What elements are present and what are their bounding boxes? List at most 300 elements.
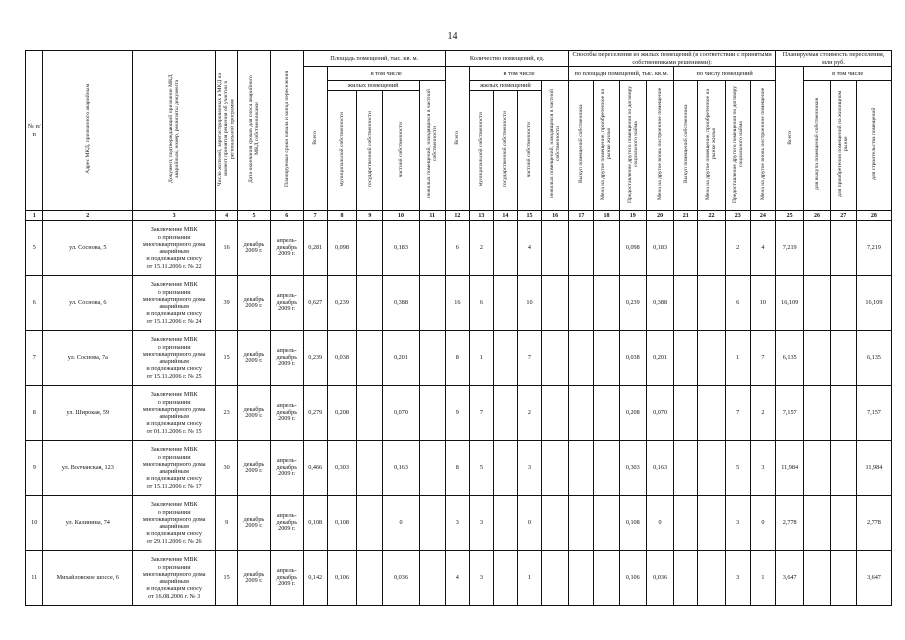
row-cell: 7,219 <box>775 221 803 276</box>
sub-head-count-incl: в том числе <box>469 67 568 81</box>
row-cell <box>804 221 830 276</box>
table-row <box>26 331 892 386</box>
row-cell <box>569 441 594 496</box>
col-head-area-nonliving: нежилых помещений, находящихся в частной собственности <box>419 81 445 211</box>
row-cell <box>674 551 698 606</box>
col-head-no: № п/п <box>26 51 43 211</box>
row-residents: 30 <box>216 441 238 496</box>
row-cell <box>569 276 594 331</box>
row-cell <box>698 551 725 606</box>
column-number: 17 <box>569 211 594 221</box>
row-cell <box>569 331 594 386</box>
document-line: и подлежащим сносу <box>146 420 203 428</box>
document-line: от 15.11.2006 г. № 22 <box>146 262 202 270</box>
document-line: о признании <box>157 563 191 571</box>
row-cell: 5 <box>469 441 493 496</box>
row-cell <box>804 441 830 496</box>
row-planned: апрель-декабрь 2009 г. <box>270 276 303 331</box>
row-cell: 0,388 <box>383 276 419 331</box>
row-number: 11 <box>26 551 43 606</box>
row-cell: 0,163 <box>646 441 673 496</box>
row-cell <box>698 441 725 496</box>
document-line: Заключение МВК <box>150 281 198 289</box>
col-head-cost-purchase: для приобретения помещений на жилищном рынке <box>830 81 856 211</box>
table-row <box>26 551 892 606</box>
column-number: 26 <box>804 211 830 221</box>
row-cell <box>357 276 383 331</box>
col-head-count-private: частной собственности <box>517 91 541 211</box>
document-line: Заключение МВК <box>150 391 198 399</box>
document-line: от 29.11.2006 г. № 26 <box>146 537 202 545</box>
row-planned: апрель-декабрь 2009 г. <box>270 551 303 606</box>
row-address: ул. Соснова, 6 <box>43 276 133 331</box>
row-cell: 2 <box>725 221 750 276</box>
row-document <box>133 276 216 331</box>
column-number: 6 <box>270 211 303 221</box>
col-head-area-municipal: муниципальной собственности <box>327 91 357 211</box>
column-number: 8 <box>327 211 357 221</box>
row-document <box>133 496 216 551</box>
row-cell: 7,157 <box>775 386 803 441</box>
col-head-area-social: Предоставление другого помещения по договору социального найма <box>619 81 646 211</box>
col-head-count-exch-built: Мена на другое вновь построенное помещение <box>750 81 775 211</box>
row-cell: 6,135 <box>775 331 803 386</box>
document-line: многоквартирного дома <box>142 460 206 468</box>
document-line: Заключение МВК <box>150 226 198 234</box>
row-planned: апрель-декабрь 2009 г. <box>270 221 303 276</box>
row-cell <box>541 331 568 386</box>
row-cell: 8 <box>445 331 469 386</box>
row-cell: 3 <box>725 551 750 606</box>
row-cell: 9 <box>445 386 469 441</box>
row-cell <box>569 551 594 606</box>
row-cell: 8 <box>445 441 469 496</box>
col-head-planned: Планируемые сроки начала и конца переселения <box>270 51 303 211</box>
row-cell: 1 <box>517 551 541 606</box>
row-cell: 2,778 <box>856 496 891 551</box>
document-line: многоквартирного дома <box>142 405 206 413</box>
col-head-area-state: государственной собственности <box>357 91 383 211</box>
col-head-count-buyout: Выкуп помещений собственника <box>674 81 698 211</box>
row-residents: 15 <box>216 331 238 386</box>
row-cell: 1 <box>750 551 775 606</box>
row-cell: 2,778 <box>775 496 803 551</box>
col-head-count-nonliving: нежилых помещений, находящихся в частной собственности <box>541 81 568 211</box>
column-number: 1 <box>26 211 43 221</box>
row-residents: 39 <box>216 276 238 331</box>
row-cell: 16,109 <box>856 276 891 331</box>
column-number: 5 <box>238 211 271 221</box>
sub-head-by-count: по числу помещений <box>674 67 776 81</box>
row-cell: 0,038 <box>619 331 646 386</box>
row-cell: 0,279 <box>303 386 327 441</box>
row-cell: 0 <box>750 496 775 551</box>
row-deadline: декабрь 2009 г. <box>238 276 271 331</box>
row-planned: апрель-декабрь 2009 г. <box>270 441 303 496</box>
resettlement-table <box>25 50 892 606</box>
row-deadline: декабрь 2009 г. <box>238 441 271 496</box>
row-cell: 0,201 <box>383 331 419 386</box>
row-cell <box>674 496 698 551</box>
document-line: многоквартирного дома <box>142 570 206 578</box>
group-head-count: Количество помещений, ед. <box>445 51 569 67</box>
row-cell <box>493 386 517 441</box>
row-document <box>133 551 216 606</box>
document-line: о признании <box>157 508 191 516</box>
row-cell <box>419 496 445 551</box>
row-cell <box>830 221 856 276</box>
row-cell <box>674 221 698 276</box>
row-cell <box>493 331 517 386</box>
row-planned: апрель-декабрь 2009 г. <box>270 496 303 551</box>
col-head-count-social: Предоставление другого помещения по договору социального найма <box>725 81 750 211</box>
document-line: о признании <box>157 398 191 406</box>
row-document <box>133 331 216 386</box>
group-head-cost: Планируемая стоимость переселения, млн руб. <box>775 51 891 67</box>
row-address: Михайловское шоссе, 6 <box>43 551 133 606</box>
row-residents: 23 <box>216 386 238 441</box>
row-cell <box>804 386 830 441</box>
table-row <box>26 441 892 496</box>
row-number: 9 <box>26 441 43 496</box>
col-head-cost-total: Всего <box>775 67 803 211</box>
col-head-cost-buyout: для выкупа помещений собственников <box>804 81 830 211</box>
row-cell: 16,109 <box>775 276 803 331</box>
row-cell <box>541 551 568 606</box>
row-cell <box>698 331 725 386</box>
row-cell <box>493 441 517 496</box>
row-cell <box>594 331 619 386</box>
column-number: 23 <box>725 211 750 221</box>
row-planned: апрель-декабрь 2009 г. <box>270 331 303 386</box>
document-line: Заключение МВК <box>150 501 198 509</box>
row-cell <box>357 331 383 386</box>
document-line: от 15.11.2006 г. № 17 <box>146 482 202 490</box>
row-cell <box>541 496 568 551</box>
col-head-document: Документ, подтверждающий признание МКД аварийным, номер, реквизиты документа <box>133 51 216 211</box>
col-head-residents: Число жителей, зарегистрированных в МКД на момент принятия решения об участии в региональной программе <box>216 51 238 211</box>
col-head-area-total: Всего <box>303 67 327 211</box>
document-line: от 16.08.2006 г. № 3 <box>148 592 201 600</box>
row-residents: 9 <box>216 496 238 551</box>
row-cell <box>357 441 383 496</box>
row-deadline: декабрь 2009 г. <box>238 331 271 386</box>
row-cell: 0,098 <box>619 221 646 276</box>
row-cell: 3 <box>517 441 541 496</box>
row-cell: 0,038 <box>327 331 357 386</box>
column-number: 11 <box>419 211 445 221</box>
row-cell: 6 <box>445 221 469 276</box>
document-line: и подлежащим сносу <box>146 530 203 538</box>
row-cell <box>594 441 619 496</box>
row-number: 10 <box>26 496 43 551</box>
row-cell <box>804 331 830 386</box>
row-cell: 0,070 <box>383 386 419 441</box>
row-cell: 0,098 <box>327 221 357 276</box>
document-line: аварийным <box>159 468 189 476</box>
document-line: от 15.11.2006 г. № 24 <box>146 317 202 325</box>
row-cell: 0,036 <box>383 551 419 606</box>
row-cell <box>674 441 698 496</box>
document-line: и подлежащим сносу <box>146 255 203 263</box>
row-cell: 4 <box>750 221 775 276</box>
row-cell <box>674 276 698 331</box>
row-cell <box>698 496 725 551</box>
document-line: аварийным <box>159 413 189 421</box>
column-number: 9 <box>357 211 383 221</box>
row-cell: 2 <box>517 386 541 441</box>
row-cell: 3 <box>469 496 493 551</box>
col-head-area-private: частной собственности <box>383 91 419 211</box>
row-cell <box>419 221 445 276</box>
document-line: многоквартирного дома <box>142 515 206 523</box>
row-cell: 7 <box>750 331 775 386</box>
document-line: аварийным <box>159 358 189 366</box>
document-line: и подлежащим сносу <box>146 585 203 593</box>
row-cell <box>830 441 856 496</box>
sub-head-area-living: жилых помещений <box>327 81 419 91</box>
row-cell <box>594 276 619 331</box>
row-cell <box>541 221 568 276</box>
row-cell: 0,036 <box>646 551 673 606</box>
row-address: ул. Волчанская, 123 <box>43 441 133 496</box>
row-document <box>133 386 216 441</box>
row-cell: 1 <box>725 331 750 386</box>
document-line: о признании <box>157 288 191 296</box>
row-cell: 0,163 <box>383 441 419 496</box>
row-cell: 0,466 <box>303 441 327 496</box>
document-line: Заключение МВК <box>150 446 198 454</box>
row-cell: 0,208 <box>327 386 357 441</box>
row-cell: 5 <box>725 441 750 496</box>
group-head-methods: Способы переселения из жилых помещений (в соответствии с принятыми собственниками решениями): <box>569 51 776 67</box>
row-cell: 2 <box>750 386 775 441</box>
row-cell <box>830 276 856 331</box>
column-number: 10 <box>383 211 419 221</box>
row-residents: 15 <box>216 551 238 606</box>
row-cell <box>541 276 568 331</box>
document-line: многоквартирного дома <box>142 350 206 358</box>
column-number: 20 <box>646 211 673 221</box>
row-cell <box>493 496 517 551</box>
row-cell: 6,135 <box>856 331 891 386</box>
row-cell: 0,388 <box>646 276 673 331</box>
row-cell <box>419 331 445 386</box>
row-cell: 3 <box>725 496 750 551</box>
group-head-area: Площадь помещений, тыс. кв. м. <box>303 51 445 67</box>
row-document <box>133 441 216 496</box>
row-cell <box>830 331 856 386</box>
document-line: о признании <box>157 233 191 241</box>
row-cell: 0,239 <box>619 276 646 331</box>
row-cell: 0,106 <box>327 551 357 606</box>
column-number: 22 <box>698 211 725 221</box>
row-cell <box>804 551 830 606</box>
row-cell <box>419 276 445 331</box>
row-cell: 0,303 <box>327 441 357 496</box>
row-cell <box>541 386 568 441</box>
col-head-count-municipal: муниципальной собственности <box>469 91 493 211</box>
col-head-cost-construction: для строительства помещений <box>856 81 891 211</box>
table-row <box>26 221 892 276</box>
document-line: от 15.11.2006 г. № 25 <box>146 372 202 380</box>
row-cell: 7,157 <box>856 386 891 441</box>
column-number: 21 <box>674 211 698 221</box>
row-cell: 0 <box>383 496 419 551</box>
sub-head-by-area: по площади помещений, тыс. кв.м. <box>569 67 674 81</box>
col-head-count-total: Всего <box>445 67 469 211</box>
row-cell: 3 <box>445 496 469 551</box>
column-number: 24 <box>750 211 775 221</box>
document-line: аварийным <box>159 248 189 256</box>
row-cell: 6 <box>725 276 750 331</box>
row-cell: 0 <box>517 496 541 551</box>
sub-head-area-incl: в том числе <box>327 67 445 81</box>
row-cell: 7 <box>469 386 493 441</box>
row-residents: 16 <box>216 221 238 276</box>
row-address: ул. Соснова, 5 <box>43 221 133 276</box>
row-cell: 0 <box>646 496 673 551</box>
row-cell: 11,984 <box>775 441 803 496</box>
col-head-address: Адрес МКД, признанного аварийным <box>43 51 133 211</box>
row-cell <box>674 386 698 441</box>
document-line: о признании <box>157 343 191 351</box>
column-number: 19 <box>619 211 646 221</box>
row-cell <box>674 331 698 386</box>
column-number: 15 <box>517 211 541 221</box>
row-number: 7 <box>26 331 43 386</box>
column-number: 14 <box>493 211 517 221</box>
row-number: 5 <box>26 221 43 276</box>
table-row <box>26 276 892 331</box>
row-address: ул. Калинина, 74 <box>43 496 133 551</box>
row-cell <box>419 551 445 606</box>
document-line: многоквартирного дома <box>142 295 206 303</box>
row-deadline: декабрь 2009 г. <box>238 386 271 441</box>
row-cell: 0,070 <box>646 386 673 441</box>
row-cell <box>804 496 830 551</box>
col-head-area-exch-market: Мена на другое помещение, приобретенное на рынке жилья <box>594 81 619 211</box>
row-cell: 4 <box>445 551 469 606</box>
row-cell <box>594 496 619 551</box>
col-head-deadline: Дата окончания сроков для сноса аварийного МКД собственниками <box>238 51 271 211</box>
column-number: 4 <box>216 211 238 221</box>
column-number: 2 <box>43 211 133 221</box>
row-cell <box>357 221 383 276</box>
sub-head-count-living: жилых помещений <box>469 81 541 91</box>
row-cell: 11,984 <box>856 441 891 496</box>
table-row <box>26 386 892 441</box>
row-cell <box>569 496 594 551</box>
document-line: и подлежащим сносу <box>146 310 203 318</box>
row-cell: 0,208 <box>619 386 646 441</box>
sub-head-cost-incl: в том числе <box>804 67 892 81</box>
row-planned: апрель-декабрь 2009 г. <box>270 386 303 441</box>
document-line: от 01.11.2006 г. № 15 <box>146 427 202 435</box>
document-line: аварийным <box>159 523 189 531</box>
document-line: и подлежащим сносу <box>146 365 203 373</box>
row-cell <box>357 496 383 551</box>
row-cell: 7,219 <box>856 221 891 276</box>
page-number: 14 <box>447 31 458 42</box>
document-line: о признании <box>157 453 191 461</box>
row-cell: 7 <box>725 386 750 441</box>
column-number: 13 <box>469 211 493 221</box>
row-cell <box>698 276 725 331</box>
document-line: аварийным <box>159 578 189 586</box>
column-number: 3 <box>133 211 216 221</box>
row-cell: 0,239 <box>303 331 327 386</box>
row-cell: 4 <box>517 221 541 276</box>
row-cell: 16 <box>445 276 469 331</box>
row-cell: 10 <box>517 276 541 331</box>
row-cell: 0,108 <box>303 496 327 551</box>
col-head-count-state: государственной собственности <box>493 91 517 211</box>
col-head-area-buyout: Выкуп помещений собственника <box>569 81 594 211</box>
col-head-count-exch-market: Мена на другое помещение, приобретенное на рынке жилья <box>698 81 725 211</box>
row-cell <box>493 551 517 606</box>
row-cell: 0,108 <box>327 496 357 551</box>
row-cell <box>419 386 445 441</box>
column-number-row <box>26 211 892 221</box>
row-cell <box>698 386 725 441</box>
row-cell: 0,303 <box>619 441 646 496</box>
row-address: ул. Соснова, 7а <box>43 331 133 386</box>
row-cell <box>698 221 725 276</box>
row-cell <box>569 386 594 441</box>
row-number: 6 <box>26 276 43 331</box>
row-cell: 0,106 <box>619 551 646 606</box>
row-cell: 3,647 <box>775 551 803 606</box>
row-cell <box>594 221 619 276</box>
row-cell <box>419 441 445 496</box>
column-number: 25 <box>775 211 803 221</box>
column-number: 28 <box>856 211 891 221</box>
row-cell <box>830 386 856 441</box>
row-cell: 0,627 <box>303 276 327 331</box>
column-number: 16 <box>541 211 568 221</box>
row-cell: 0,183 <box>383 221 419 276</box>
table-row <box>26 496 892 551</box>
document-line: многоквартирного дома <box>142 240 206 248</box>
row-cell: 0,108 <box>619 496 646 551</box>
row-cell: 3 <box>469 551 493 606</box>
row-cell: 0,201 <box>646 331 673 386</box>
row-cell <box>541 441 568 496</box>
col-head-area-exch-built: Мена на другое вновь построенное помещение <box>646 81 673 211</box>
row-cell <box>493 221 517 276</box>
row-cell: 10 <box>750 276 775 331</box>
document-line: и подлежащим сносу <box>146 475 203 483</box>
row-cell <box>594 386 619 441</box>
row-document <box>133 221 216 276</box>
row-cell <box>830 551 856 606</box>
document-line: Заключение МВК <box>150 556 198 564</box>
row-cell <box>493 276 517 331</box>
row-cell <box>357 386 383 441</box>
row-deadline: декабрь 2009 г. <box>238 551 271 606</box>
column-number: 12 <box>445 211 469 221</box>
row-cell: 3,647 <box>856 551 891 606</box>
row-cell <box>804 276 830 331</box>
row-number: 8 <box>26 386 43 441</box>
row-cell <box>569 221 594 276</box>
column-number: 7 <box>303 211 327 221</box>
row-cell <box>594 551 619 606</box>
row-deadline: декабрь 2009 г. <box>238 496 271 551</box>
column-number: 27 <box>830 211 856 221</box>
row-cell: 7 <box>517 331 541 386</box>
